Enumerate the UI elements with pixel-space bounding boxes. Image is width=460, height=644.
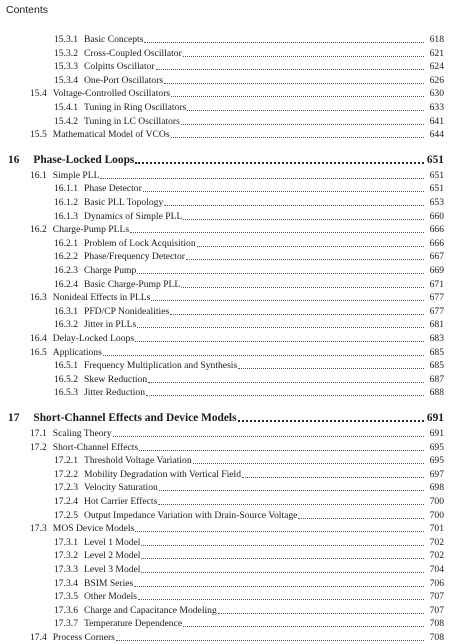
toc-title: Output Impedance Variation with Drain-Source Voltage xyxy=(83,509,298,521)
toc-number: 15.3.2 xyxy=(54,47,78,59)
toc-section[interactable] xyxy=(30,523,444,535)
toc-title: Phase/Frequency Detector xyxy=(83,251,185,263)
dot-leader xyxy=(130,224,424,233)
toc-page-number: 633 xyxy=(429,102,444,113)
toc-title: Dynamics of Simple PLL xyxy=(83,210,183,222)
toc-title: Phase-Locked Loops xyxy=(33,153,135,166)
toc-number: 17.3.5 xyxy=(54,591,78,603)
dot-leader xyxy=(143,183,424,192)
toc-number: 17.3.2 xyxy=(54,550,78,562)
dot-leader xyxy=(171,88,424,97)
toc-title: Charge-Pump PLLs xyxy=(52,224,130,236)
toc-subsection[interactable] xyxy=(54,197,444,209)
toc-page-number: 701 xyxy=(429,523,444,535)
toc-subsection[interactable] xyxy=(54,116,444,128)
toc-section[interactable] xyxy=(30,442,444,454)
toc-title: Level 3 Model xyxy=(83,564,141,575)
toc-title: Cross-Coupled Oscillator xyxy=(83,47,182,59)
toc-number: 16.1.3 xyxy=(54,210,78,222)
toc-page-number: 618 xyxy=(429,34,444,45)
toc-page-number: 695 xyxy=(429,455,444,467)
toc-chapter[interactable] xyxy=(8,411,444,425)
toc-subsection[interactable] xyxy=(54,61,444,73)
toc-subsection[interactable] xyxy=(54,550,444,562)
toc-title: Short-Channel Effects and Device Models xyxy=(33,412,237,424)
toc-page-number: 651 xyxy=(426,153,444,166)
toc-page-number: 660 xyxy=(429,210,444,222)
toc-title: Frequency Multiplication and Synthesis xyxy=(83,360,238,372)
toc-page-number: 624 xyxy=(429,61,444,73)
toc-subsection[interactable] xyxy=(54,510,444,522)
toc-number: 17.4 xyxy=(30,632,47,643)
toc-title: Hot Carrier Effects xyxy=(83,496,158,507)
dot-leader xyxy=(146,387,424,396)
toc-subsection[interactable] xyxy=(54,455,444,467)
toc-page-number: 707 xyxy=(429,591,444,603)
toc-title: Jitter Reduction xyxy=(83,387,145,399)
dot-leader xyxy=(197,238,424,247)
toc-number: 16.2.1 xyxy=(54,237,78,249)
toc-page-number: 666 xyxy=(429,224,444,236)
dot-leader xyxy=(135,523,424,532)
toc-page-number: 671 xyxy=(429,278,444,290)
toc-title: Problem of Lock Acquisition xyxy=(83,237,196,249)
toc-section[interactable] xyxy=(30,632,444,644)
toc-page-number: 683 xyxy=(429,333,444,344)
dot-leader xyxy=(238,412,424,422)
toc-subsection[interactable] xyxy=(54,306,444,318)
toc-title: Charge and Capacitance Modeling xyxy=(83,604,217,616)
toc-page-number: 707 xyxy=(429,604,444,616)
toc-page-number: 706 xyxy=(429,577,444,589)
dot-leader xyxy=(238,360,424,369)
toc-subsection[interactable] xyxy=(54,102,444,114)
toc-number: 17.1 xyxy=(30,428,47,439)
dot-leader xyxy=(218,605,424,614)
toc-number: 17.3.4 xyxy=(54,577,78,589)
toc-title: Scaling Theory xyxy=(52,428,112,439)
toc-number: 15.4 xyxy=(30,88,47,100)
dot-leader xyxy=(242,469,424,478)
toc-subsection[interactable] xyxy=(54,48,444,60)
toc-subsection[interactable] xyxy=(54,591,444,603)
toc-number: 16.5.3 xyxy=(54,387,78,399)
toc-number: 17.2 xyxy=(30,441,47,453)
toc-number: 16.3.1 xyxy=(54,305,78,317)
dot-leader xyxy=(103,347,424,356)
toc-number: 16.2.4 xyxy=(54,278,78,290)
toc-number: 17.3.1 xyxy=(54,536,78,548)
toc-page-number: 708 xyxy=(429,632,444,643)
toc-page-number: 698 xyxy=(429,482,444,494)
toc-subsection[interactable] xyxy=(54,482,444,494)
toc-page-number: 626 xyxy=(429,74,444,86)
dot-leader xyxy=(134,578,424,587)
dot-leader xyxy=(156,61,424,70)
toc-page-number: 653 xyxy=(429,197,444,208)
toc-title: Jitter in PLLs xyxy=(83,319,137,331)
toc-subsection[interactable] xyxy=(54,75,444,87)
toc-page-number: 708 xyxy=(429,618,444,630)
toc-number: 16.5.2 xyxy=(54,373,78,385)
toc-page-number: 700 xyxy=(429,496,444,507)
toc-title: Voltage-Controlled Oscillators xyxy=(52,88,171,100)
toc-page-number: 621 xyxy=(429,47,444,59)
dot-leader xyxy=(193,455,424,464)
toc-subsection[interactable] xyxy=(54,183,444,195)
running-header: Contents xyxy=(6,4,49,16)
toc-number: 17.2.4 xyxy=(54,496,78,507)
dot-leader xyxy=(170,306,424,315)
toc-page-number: 702 xyxy=(429,550,444,562)
toc-title: Other Models xyxy=(83,591,138,603)
dot-leader xyxy=(164,197,424,206)
toc-section[interactable] xyxy=(30,224,444,236)
toc-number: 16.3.2 xyxy=(54,319,78,331)
toc-page-number: 700 xyxy=(429,509,444,521)
toc-number: 15.4.2 xyxy=(54,115,78,127)
toc-section[interactable] xyxy=(30,292,444,304)
toc-number: 16.3 xyxy=(30,292,47,304)
toc-subsection[interactable] xyxy=(54,578,444,590)
toc-page-number: 644 xyxy=(429,129,444,141)
toc-number: 17 xyxy=(8,412,20,424)
toc-number: 16.2.3 xyxy=(54,265,78,276)
dot-leader xyxy=(137,319,424,328)
toc-title: Nonideal Effects in PLLs xyxy=(52,292,151,304)
toc-number: 16 xyxy=(8,153,20,166)
toc-title: Level 2 Model xyxy=(83,550,141,562)
dot-leader xyxy=(100,170,424,179)
toc-title: Simple PLL xyxy=(52,169,100,181)
toc-subsection[interactable] xyxy=(54,265,444,277)
toc-number: 16.5.1 xyxy=(54,360,78,372)
toc-number: 17.2.1 xyxy=(54,455,78,467)
toc-page-number: 685 xyxy=(429,346,444,358)
toc-subsection[interactable] xyxy=(54,360,444,372)
toc-page-number: 667 xyxy=(429,251,444,263)
dot-leader xyxy=(148,374,424,383)
toc-title: PFD/CP Nonidealities xyxy=(83,305,170,317)
toc-number: 17.3 xyxy=(30,523,47,535)
toc-number: 15.3.3 xyxy=(54,61,78,73)
dot-leader xyxy=(141,564,424,573)
toc-number: 15.4.1 xyxy=(54,102,78,113)
toc-title: Tuning in LC Oscillators xyxy=(83,115,180,127)
toc-title: Basic Concepts xyxy=(83,34,144,45)
toc-page-number: 695 xyxy=(429,441,444,453)
toc-title: Short-Channel Effects xyxy=(52,441,139,453)
toc-title: Basic Charge-Pump PLL xyxy=(83,278,181,290)
dot-leader xyxy=(183,211,424,220)
dot-leader xyxy=(181,116,424,125)
toc-number: 16.2 xyxy=(30,224,47,236)
toc-title: One-Port Oscillators xyxy=(83,74,164,86)
toc-page-number: 691 xyxy=(429,428,444,439)
toc-page-number: 669 xyxy=(429,265,444,276)
toc-subsection[interactable] xyxy=(54,387,444,399)
dot-leader xyxy=(159,482,424,491)
toc-title: Velocity Saturation xyxy=(83,482,158,494)
toc-title: Mathematical Model of VCOs xyxy=(52,129,170,141)
dot-leader xyxy=(298,510,424,519)
toc-page-number: 688 xyxy=(429,387,444,399)
toc-page-number: 697 xyxy=(429,468,444,480)
toc-number: 17.2.3 xyxy=(54,482,78,494)
toc-title: Skew Reduction xyxy=(83,373,148,385)
dot-leader xyxy=(113,428,424,437)
toc-number: 15.3.1 xyxy=(54,34,78,45)
toc-section[interactable] xyxy=(30,333,444,345)
toc-page-number: 641 xyxy=(429,115,444,127)
toc-title: Tuning in Ring Oscillators xyxy=(83,102,187,113)
dot-leader xyxy=(116,632,424,641)
toc-number: 16.1.1 xyxy=(54,183,78,195)
toc-title: Colpitts Oscillator xyxy=(83,61,155,73)
dot-leader xyxy=(183,618,424,627)
dot-leader xyxy=(158,496,424,505)
toc-subsection[interactable] xyxy=(54,319,444,331)
toc-title: Temperature Dependence xyxy=(83,618,183,630)
dot-leader xyxy=(135,333,424,342)
dot-leader xyxy=(181,279,424,288)
toc-section[interactable] xyxy=(30,129,444,141)
toc-title: Process Corners xyxy=(52,632,115,643)
toc-number: 17.3.3 xyxy=(54,564,78,575)
toc-chapter[interactable] xyxy=(8,153,444,167)
toc-subsection[interactable] xyxy=(54,605,444,617)
dot-leader xyxy=(144,34,424,43)
toc-number: 15.3.4 xyxy=(54,74,78,86)
toc-page-number: 702 xyxy=(429,536,444,548)
toc-page-number: 677 xyxy=(429,305,444,317)
toc-section[interactable] xyxy=(30,88,444,100)
toc-number: 16.2.2 xyxy=(54,251,78,263)
toc-page-number: 651 xyxy=(429,169,444,181)
toc-page-number: 677 xyxy=(429,292,444,304)
toc-subsection[interactable] xyxy=(54,238,444,250)
toc-page-number: 704 xyxy=(429,564,444,575)
toc-number: 16.1.2 xyxy=(54,197,78,208)
dot-leader xyxy=(171,129,424,138)
toc-subsection[interactable] xyxy=(54,537,444,549)
toc-page-number: 666 xyxy=(429,237,444,249)
toc-subsection[interactable] xyxy=(54,618,444,630)
toc-number: 17.3.7 xyxy=(54,618,78,630)
toc-title: BSIM Series xyxy=(83,577,134,589)
dot-leader xyxy=(139,442,424,451)
toc-title: Level 1 Model xyxy=(83,536,141,548)
dot-leader xyxy=(141,550,424,559)
dot-leader xyxy=(137,265,424,274)
toc-title: Threshold Voltage Variation xyxy=(83,455,192,467)
dot-leader xyxy=(151,292,424,301)
dot-leader xyxy=(164,75,424,84)
dot-leader xyxy=(141,537,424,546)
toc-title: Basic PLL Topology xyxy=(83,197,164,208)
toc-title: Charge Pump xyxy=(83,265,137,276)
toc-subsection[interactable] xyxy=(54,279,444,291)
toc-page-number: 681 xyxy=(429,319,444,331)
toc-subsection[interactable] xyxy=(54,251,444,263)
dot-leader xyxy=(187,102,424,111)
dot-leader xyxy=(186,251,424,260)
toc-number: 16.1 xyxy=(30,169,47,181)
dot-leader xyxy=(183,48,424,57)
toc-number: 16.5 xyxy=(30,346,47,358)
toc-subsection[interactable] xyxy=(54,374,444,386)
toc-number: 15.5 xyxy=(30,129,47,141)
toc-section[interactable] xyxy=(30,170,444,182)
toc-page-number: 630 xyxy=(429,88,444,100)
toc-section[interactable] xyxy=(30,428,444,440)
toc-section[interactable] xyxy=(30,347,444,359)
toc-page-number: 651 xyxy=(429,183,444,195)
toc-title: Mobility Degradation with Vertical Field xyxy=(83,468,242,480)
toc-number: 17.2.2 xyxy=(54,468,78,480)
toc-title: Applications xyxy=(52,346,102,358)
toc-subsection[interactable] xyxy=(54,34,444,46)
toc-page-number: 687 xyxy=(429,373,444,385)
toc-subsection[interactable] xyxy=(54,564,444,576)
toc-page-number: 691 xyxy=(426,412,444,424)
dot-leader xyxy=(135,154,424,164)
toc-page-number: 685 xyxy=(429,360,444,372)
toc-title: Phase Detector xyxy=(83,183,142,195)
toc-number: 17.2.5 xyxy=(54,509,78,521)
toc-subsection[interactable] xyxy=(54,469,444,481)
toc-title: Delay-Locked Loops xyxy=(52,333,135,344)
toc-subsection[interactable] xyxy=(54,496,444,508)
toc-title: MOS Device Models xyxy=(52,523,135,535)
toc-subsection[interactable] xyxy=(54,211,444,223)
toc-number: 16.4 xyxy=(30,333,47,344)
dot-leader xyxy=(138,591,424,600)
toc-number: 17.3.6 xyxy=(54,604,78,616)
